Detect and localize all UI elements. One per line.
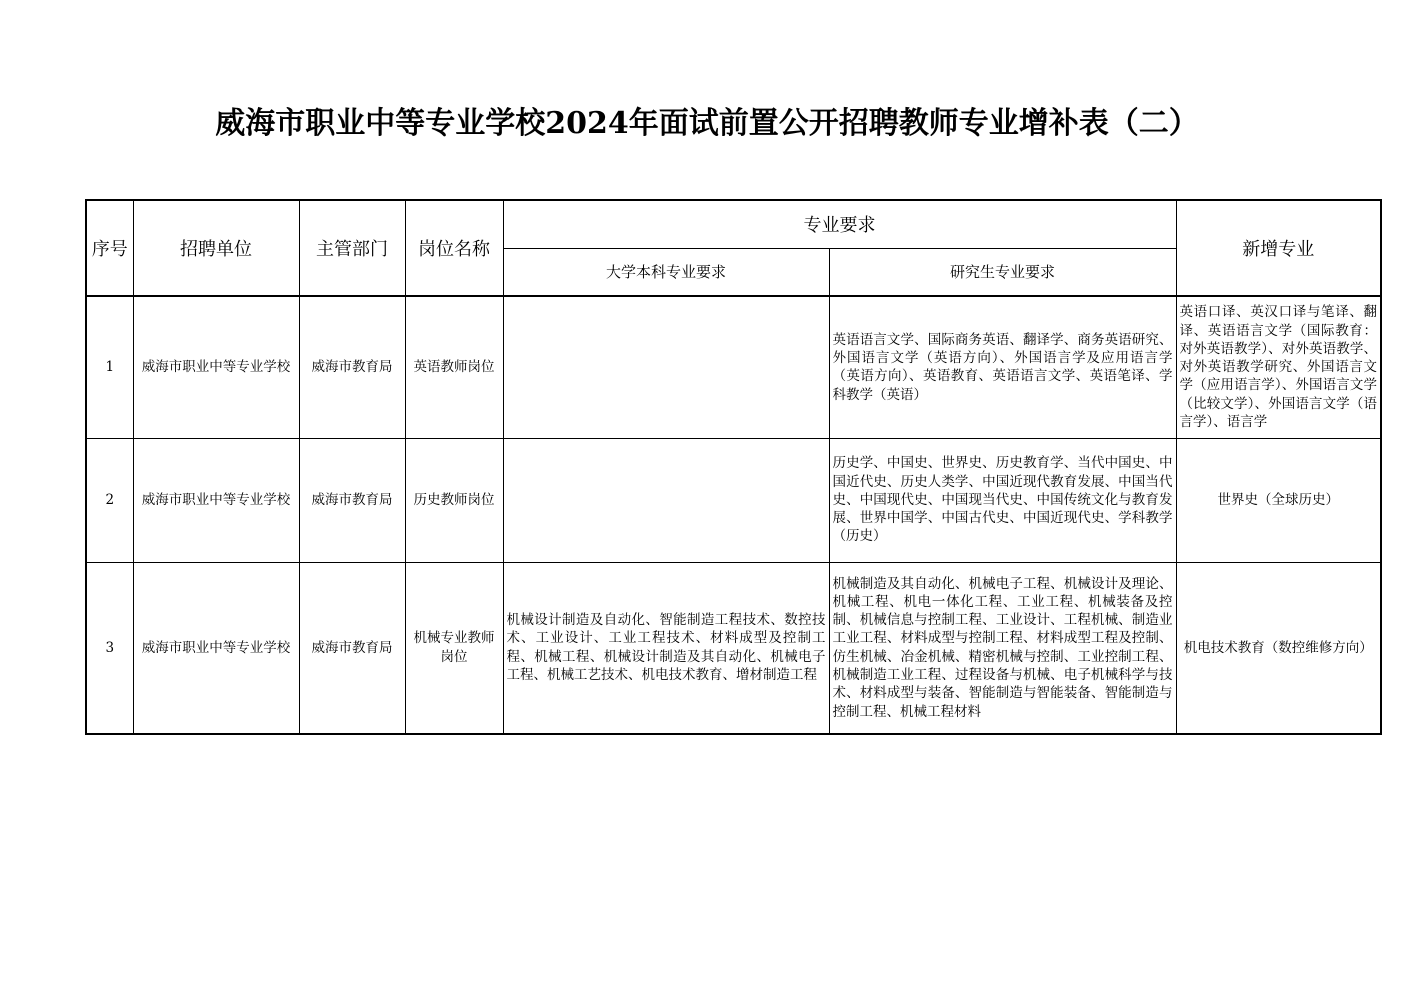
header-dept: 主管部门 [299,200,405,296]
cell-dept: 威海市教育局 [299,438,405,562]
cell-undergrad [503,438,829,562]
header-new-major: 新增专业 [1176,200,1381,296]
table-row [86,438,1381,562]
cell-unit: 威海市职业中等专业学校 [133,562,299,734]
cell-dept: 威海市教育局 [299,296,405,438]
cell-position: 英语教师岗位 [405,296,503,438]
cell-new-major: 机电技术教育（数控维修方向） [1176,562,1381,734]
header-major-requirements: 专业要求 [503,200,1176,248]
table-row [86,562,1381,734]
cell-dept: 威海市教育局 [299,562,405,734]
page-title: 威海市职业中等专业学校2024年面试前置公开招聘教师专业增补表（二） [215,106,1199,141]
header-position: 岗位名称 [405,200,503,296]
cell-seq: 3 [86,562,133,734]
header-seq: 序号 [86,200,133,296]
cell-seq: 2 [86,438,133,562]
cell-new-major [1176,296,1381,438]
recruitment-table [85,199,1382,735]
cell-new-major-text: 英语口译、英汉口译与笔译、翻译、英语语言文学（国际教育：对外英语教学）、对外英语教学、对外英语教学研究、外国语言文学（应用语言学）、外国语言文学（比较文学）、外国语言文学（语言学）、语言学 [1179,304,1377,430]
cell-postgrad: 机械制造及其自动化、机械电子工程、机械设计及理论、机械工程、机电一体化工程、工业工程、机械装备及控制、机械信息与控制工程、工业设计、工程机械、制造业工业工程、材料成型与控制工程、材料成型工程及控制、仿生机械、冶金机械、精密机械与控制、工业控制工程、机械制造工业工程、过程设备与机械、电子机械科学与技术、材料成型与装备、智能制造与智能装备、智能制造与控制工程、机械工程材料 [829,562,1176,734]
cell-postgrad: 英语语言文学、国际商务英语、翻译学、商务英语研究、外国语言文学（英语方向）、外国语言学及应用语言学（英语方向）、英语教育、英语语言文学、英语笔译、学科教学（英语） [829,296,1176,438]
cell-postgrad: 历史学、中国史、世界史、历史教育学、当代中国史、中国近代史、历史人类学、中国近现代教育发展、中国当代史、中国现代史、中国现当代史、中国传统文化与教育发展、世界中国学、中国古代史、中国近现代史、学科教学（历史） [829,438,1176,562]
cell-undergrad [503,296,829,438]
cell-seq: 1 [86,296,133,438]
table-row [86,296,1381,438]
cell-unit: 威海市职业中等专业学校 [133,296,299,438]
header-undergrad: 大学本科专业要求 [503,248,829,296]
header-unit: 招聘单位 [133,200,299,296]
cell-position: 机械专业教师岗位 [405,562,503,734]
cell-new-major: 世界史（全球历史） [1176,438,1381,562]
table-header [86,200,1381,296]
cell-position: 历史教师岗位 [405,438,503,562]
cell-undergrad: 机械设计制造及自动化、智能制造工程技术、数控技术、工业设计、工业工程技术、材料成型及控制工程、机械工程、机械设计制造及其自动化、机械电子工程、机械工艺技术、机电技术教育、增材制造工程 [503,562,829,734]
cell-unit: 威海市职业中等专业学校 [133,438,299,562]
header-postgrad: 研究生专业要求 [829,248,1176,296]
